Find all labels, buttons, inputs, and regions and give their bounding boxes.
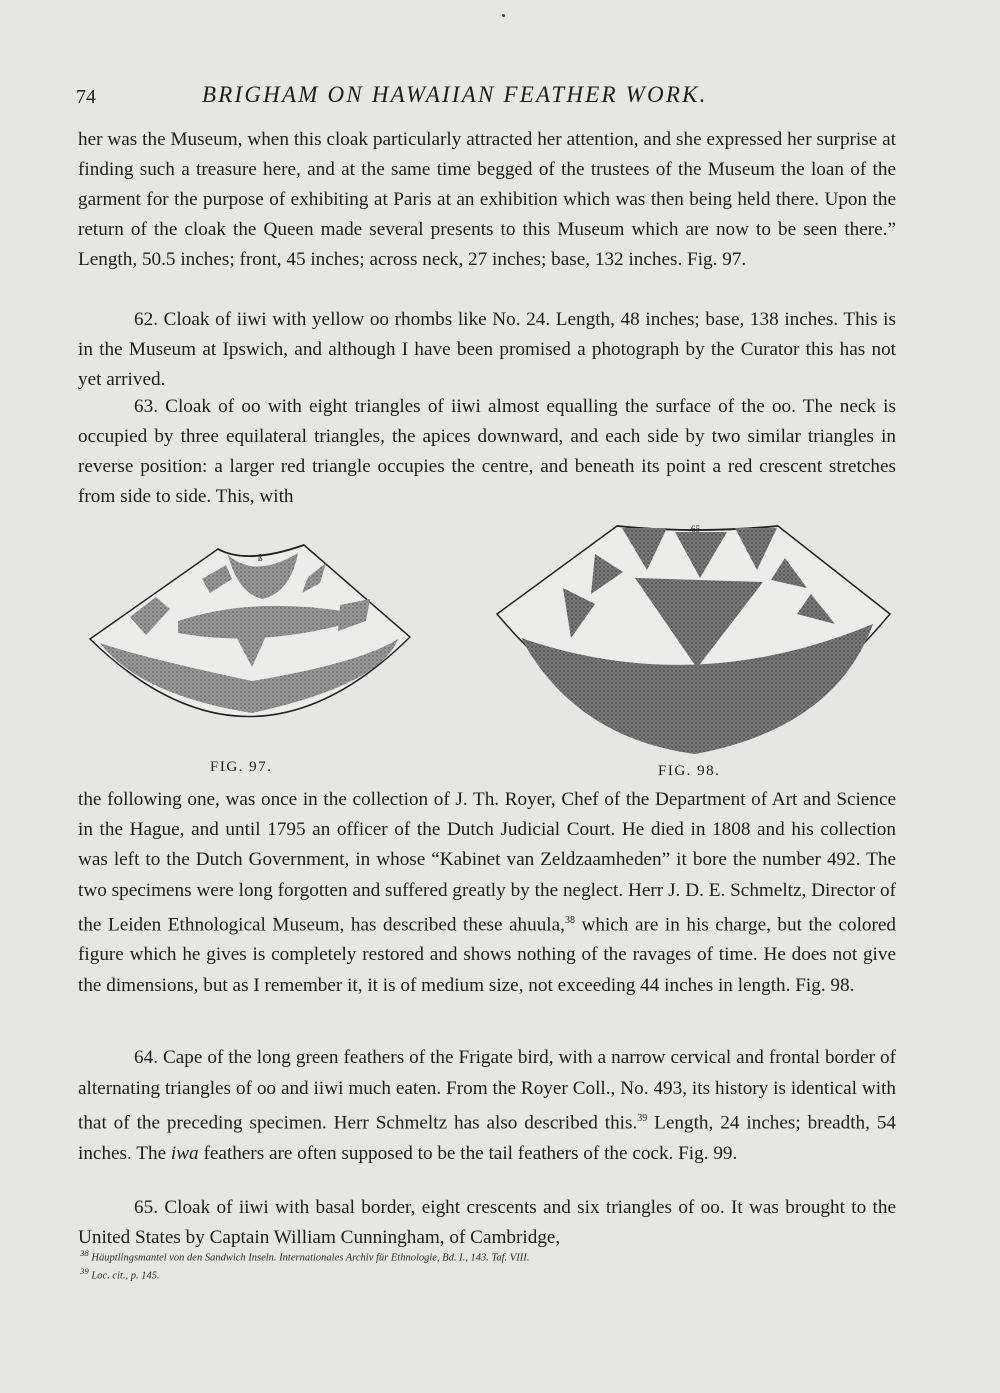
text-run: the following one, was once in the collection of J. Th. Royer, Chef of the Department of Art and Science in the Hague, and until 1795 an officer of the Dutch Judicial Court. He died in 1808 and his collection was left to the Dutch Government, in whose “Kabinet van Zeldzaamheden” it bore the number 492. The two specimens were long forgotten and suffered greatly by the neglect. Herr J. D. E. Schmeltz, Director of the Leiden Ethnological Museum, has described these ahuula, [78, 789, 896, 936]
text-run: feathers are often supposed to be the tail feathers of the cock. Fig. 99. [198, 1142, 738, 1164]
figure-97-caption: FIG. 97. [210, 759, 273, 775]
paragraph-64 [78, 1043, 896, 1169]
footnote-ref: 38 [564, 914, 575, 926]
figure-98-cloak-drawing [495, 518, 893, 758]
text-run: 64. Cape of the long green feathers of the Frigate bird, with a narrow cervical and frontal border of alternating triangles of oo and iiwi much eaten. From the Royer Coll., No. 493, its history is identical with that of the preceding specimen. Herr Schmeltz has also described this. [78, 1047, 896, 1134]
paragraph-63: 63. Cloak of oo with eight triangles of iiwi almost equalling the surface of the oo. The neck is occupied by three equilateral triangles, the apices downward, and each side by two similar triangles in reverse position: a larger red triangle occupies the centre, and beneath its point a red crescent stretches from side to side. This, with [78, 396, 896, 507]
fig98-svg [495, 518, 893, 758]
footnote-text: Loc. cit., p. 145. [91, 1270, 160, 1281]
paragraph-65: 65. Cloak of iiwi with basal border, eight crescents and six triangles of oo. It was brought to the United States by Captain William Cunningham, of Cambridge, [78, 1197, 896, 1248]
text-run: Length, 24 inches; breadth, 54 inches. The [78, 1112, 897, 1164]
fig97-svg [80, 535, 415, 755]
figure-98-caption: FIG. 98. [658, 763, 721, 779]
text-run: which are in his charge, but the colored figure which he gives is completely restored and shows nothing of the ravages of time. He does not give the dimensions, but as I remember it, it is of medium size, not exceeding 44 inches in length. Fig. 98. [78, 914, 896, 996]
footnotes [80, 1247, 900, 1282]
running-title: BRIGHAM ON HAWAIIAN FEATHER WORK. [202, 82, 708, 107]
page-header [76, 80, 896, 116]
speck [502, 14, 505, 17]
footnote-number: 39 [80, 1265, 89, 1276]
footnote-39 [80, 1265, 900, 1283]
paragraph-62: 62. Cloak of iiwi with yellow oo rhombs like No. 24. Length, 48 inches; base, 138 inches. This is in the Museum at Ipswich, and although I have been promised a photograph by the Curator this has not yet arrived. [78, 309, 896, 390]
page-number: 74 [76, 86, 96, 108]
figure-mark: 65 [691, 524, 700, 534]
figure-mark: ß [258, 553, 263, 563]
footnote-number: 38 [80, 1248, 89, 1258]
paragraph-63-continued [78, 785, 896, 1001]
footnote-38 [80, 1247, 900, 1265]
footnote-text: Häuptlingsmantel von den Sandwich Inseln. Internationales Archiv für Ethnologie, Bd. I., 143. Taf. VIII. [91, 1252, 530, 1264]
paragraph-continuation: her was the Museum, when this cloak particularly attracted her attention, and she expressed her surprise at finding such a treasure here, and at the same time begged of the trustees of the Museum the loan of the garment for the purpose of exhibiting at Paris at an exhibition which was then being held there. Upon the return of the cloak the Queen made several presents to this Museum which are now to be seen there.” Length, 50.5 inches; front, 45 inches; across neck, 27 inches; base, 132 inches. Fig. 97. [78, 129, 896, 270]
italic-word: iwa [170, 1142, 199, 1164]
footnote-ref: 39 [637, 1113, 648, 1124]
figure-97-cloak-drawing [80, 535, 415, 755]
